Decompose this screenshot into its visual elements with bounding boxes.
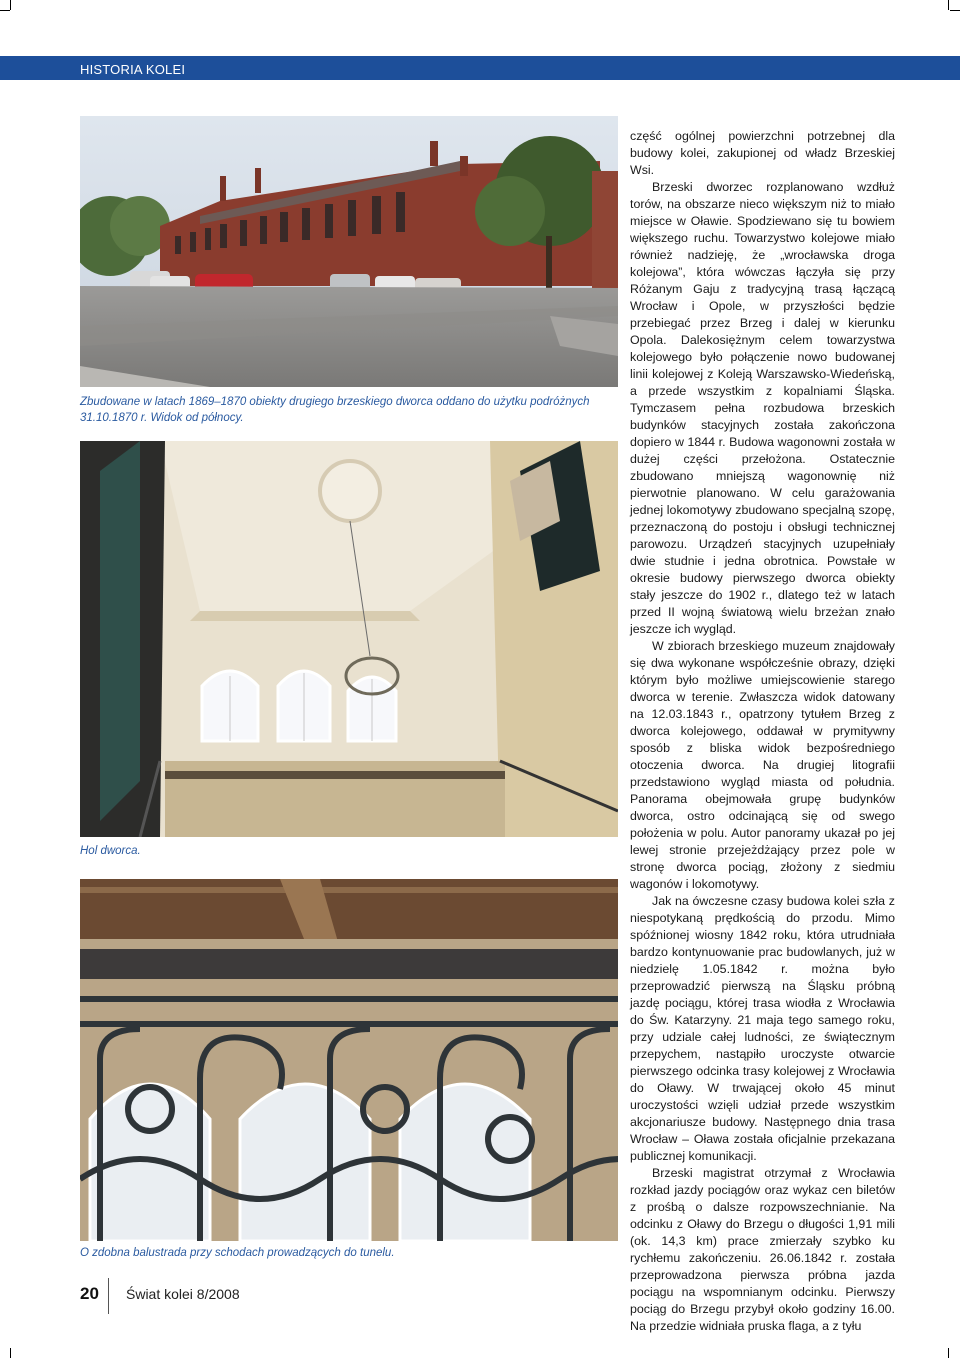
article-paragraph: W zbiorach brzeskiego muzeum znajdowały się dwa wykonane współcześnie obrazy, dzięki którym było możliwe umiejscowienie starego dworca w terenie. Zwłaszcza widok datowany na 12.03.1843 r., opatrzony tytułem Brzeg z dworca kolejowego, oddawał w prymitywny sposób z bliska widok bezpośredniego otoczenia dworca. Na drugiej litografii przedstawiono wygląd miasta od południa. Panorama obejmowała grupę budynków dworca, ostro odcinającą się od swego położenia w polu. Autor panoramy ukazał po jej lewej stronie przejeżdżający przez pole w stronę dworca pociąg, złożony z siedmiu wagonów i lokomotywy. bbox=[630, 639, 895, 891]
article-paragraph: część ogólnej powierzchni potrzebnej dla budowy kolei, zakupionej od władz Brzeskiej Wsi. bbox=[630, 129, 895, 177]
page-number: 20 bbox=[80, 1284, 99, 1303]
photo-caption-exterior: Zbudowane w latach 1869–1870 obiekty drugiego brzeskiego dworca oddano do użytku podróżnych 31.10.1870 r. Widok od północy. bbox=[80, 396, 590, 424]
article-paragraph: Brzeski magistrat otrzymał z Wrocławia rozkład jazdy pociągów oraz wykaz cen biletów z prośbą o dalsze rozpowszechnianie. Na odcinku z Oławy do Brzegu o długości 1,91 mili (ok. 14,3 km) prace zmierzały szybko ku rychłemu zakończeniu. 26.06.1842 r. została przeprowadzona pierwsza próbna jazda pociągu na wspomnianym odcinku. Pierwszy pociąg do Brzegu przybył około godziny 16.00. Na przedzie widniała pruska flaga, a z tyłu bbox=[630, 1166, 895, 1333]
station-exterior-illustration bbox=[80, 116, 618, 387]
crop-mark-bottom-right bbox=[948, 1348, 949, 1358]
photo-caption-hall: Hol dworca. bbox=[80, 845, 141, 857]
section-title: HISTORIA KOLEI bbox=[80, 62, 186, 77]
crop-mark-top-left-h bbox=[0, 10, 10, 11]
article-paragraph: Brzeski dworzec rozplanowano wzdłuż torów, na obszarze nieco większym niż to miało miejsce w Oławie. Spodziewano się tu bowiem większego ruchu. Towarzystwo kolejowe miało również nadzieję, że „wrocławska droga kolejowa”, która wówczas łączyła się przy Różanym Gaju z tradycyjną trasą łączącą Wrocław i Opole, w przyszłości będzie przebiegać przez Brzeg i dalej w kierunku Opola. Dalekosiężnym celem towarzystwa kolejowego było połączenie nowo budowanej linii kolejowej z Koleją Warszawsko-Wiedeńską, a przede wszystkim z kopalniami Śląska. Tymczasem pełna rozbudowa brzeskich budynków stacyjnych została zakończona dopiero w 1844 r. Budowa wagonowni została w dużej części przełożona. Ostatecznie zbudowano mniejszą wagonownię niż pierwotnie planowano. W celu garażowania jednej lokomotywy zbudowano specjalną szopę, przeznaczoną do postoju i obsługi technicznej parowozu. Urządzeń stacyjnych uzupełniały dwie studnie i jedna obrotnica. Powstałe w okresie budowy pierwszego dworca obiekty stały jeszcze do 1902 r., dlatego też w latach przed II wojną światową wielu brzeżan znało jeszcze ich wygląd. bbox=[630, 180, 895, 636]
photo-caption-balustrade: O zdobna balustrada przy schodach prowadzących do tunelu. bbox=[80, 1247, 395, 1259]
article-paragraph: Jak na ówczesne czasy budowa kolei szła z niespotykaną prędkością do przodu. Mimo spóźnionej wiosny 1842 roku, która utrudniała bardzo kontynuowanie prac budowlanych, już w niedzielę 1.05.1842 r. można było przeprowadzić pierwszą na Śląsku próbną jazdę pociągu, której trasa wiodła z Wrocławia do Św. Katarzyny. 21 maja tego samego roku, przy udziale całej ludności, ze świątecznym przepychem, nastąpiło uroczyste otwarcie pierwszego odcinka trasy kolejowej z Wrocławia do Oławy. W trwającej około 45 minut uroczystości wzięli udział przede wszystkim akcjonariusze budowy. Następnego dnia trasa Wrocław – Oława została oficjalnie przekazana publicznej komunikacji. bbox=[630, 894, 895, 1163]
crop-mark-top-right bbox=[948, 0, 949, 10]
balustrade-photo bbox=[80, 879, 618, 1241]
article-body bbox=[630, 128, 895, 1335]
station-exterior-photo bbox=[80, 116, 618, 387]
crop-mark-top-left bbox=[10, 0, 11, 10]
station-hall-photo bbox=[80, 441, 618, 837]
publication-name: Świat kolei 8/2008 bbox=[126, 1286, 240, 1302]
station-hall-illustration bbox=[80, 441, 618, 837]
crop-mark-bottom-left bbox=[10, 1348, 11, 1358]
crop-mark-top-right-h bbox=[950, 10, 960, 11]
balustrade-illustration bbox=[80, 879, 618, 1241]
footer-divider bbox=[108, 1278, 109, 1314]
